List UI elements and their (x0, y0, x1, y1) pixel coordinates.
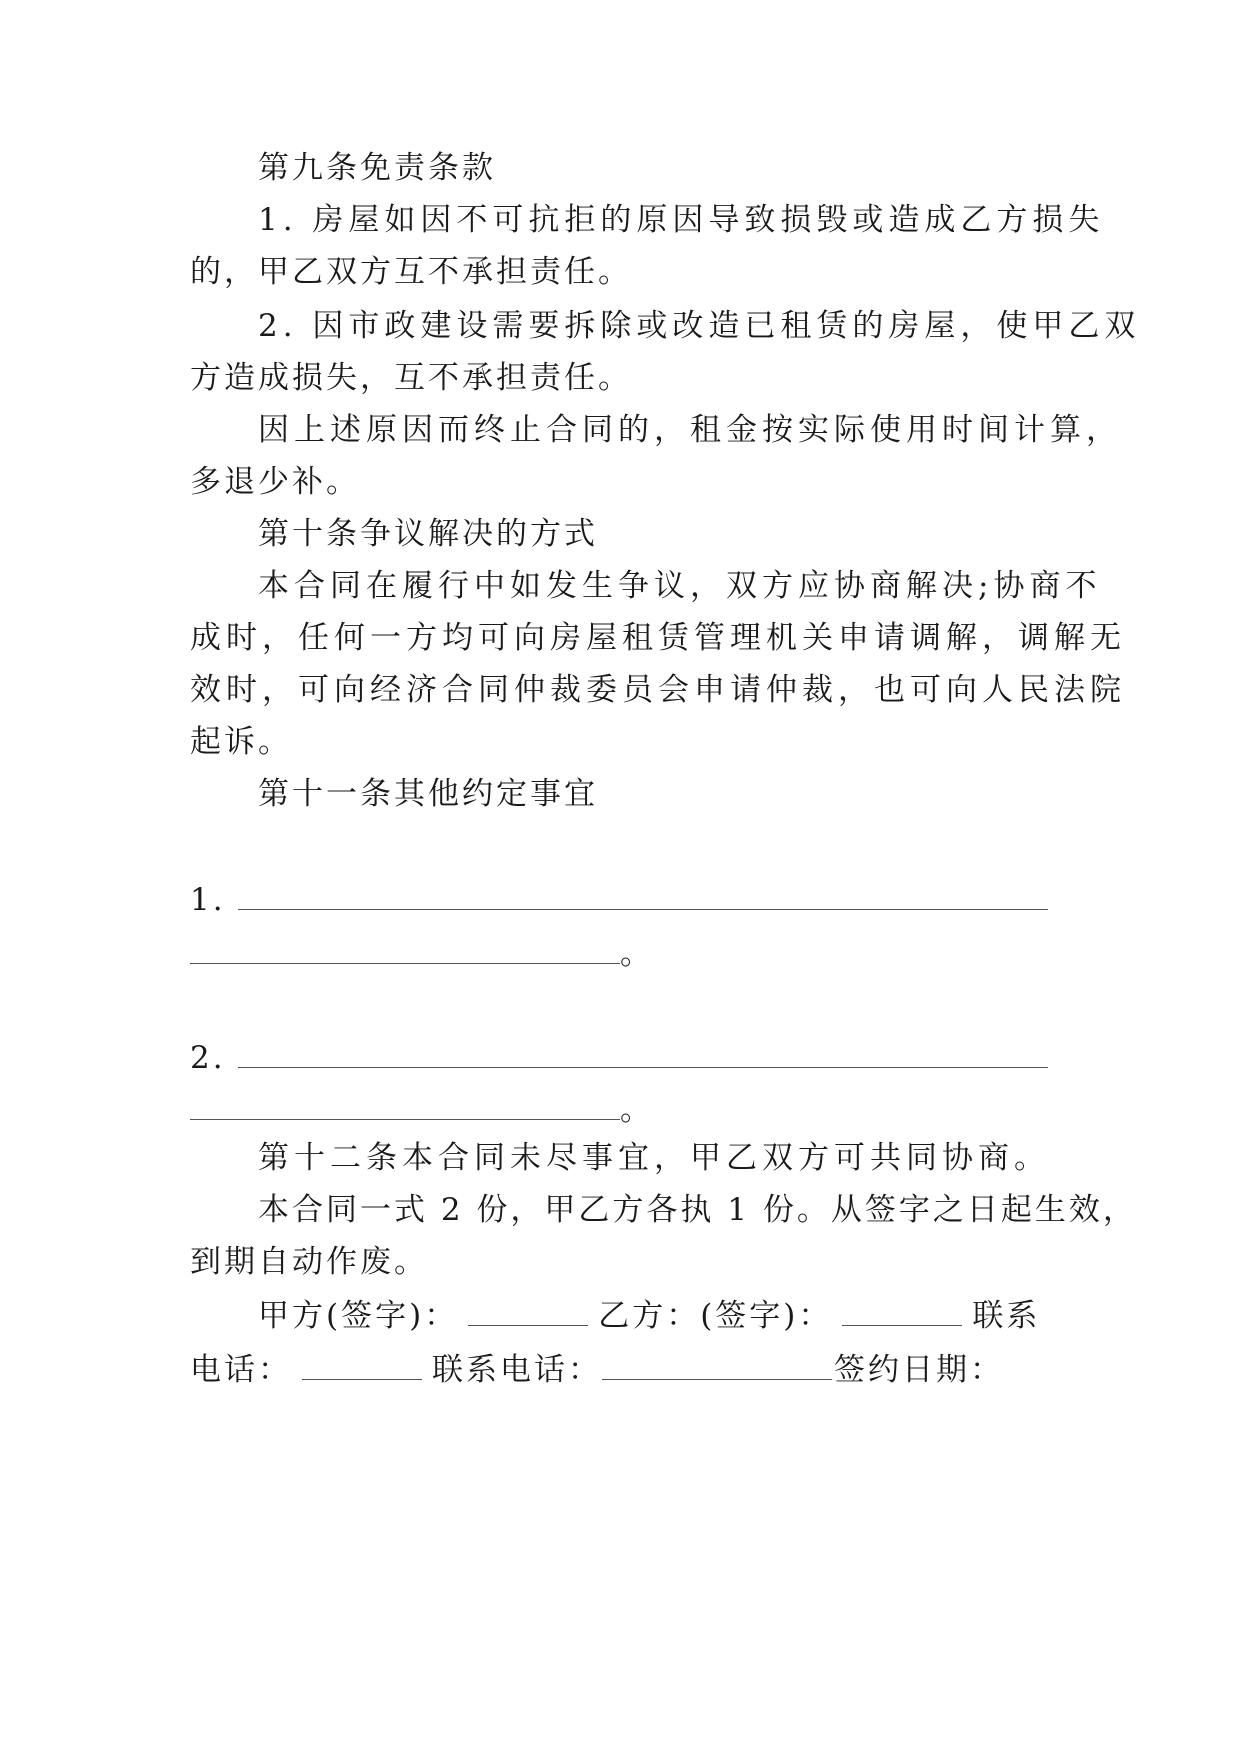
article10-title: 第十条争议解决的方式 (258, 516, 598, 552)
article11-item2-blank-line-2[interactable] (190, 1091, 620, 1120)
party-a-phone-field[interactable] (302, 1351, 422, 1380)
signature-line-2 (190, 1350, 1070, 1390)
article9-item2-line2: 方造成损失，互不承担责任。 (190, 360, 632, 396)
article11-item1-blank-line-2[interactable] (190, 935, 620, 964)
party-a-label: 甲方(签字)： (258, 1298, 459, 1334)
signature-line-1 (190, 1296, 1138, 1336)
sign-date-label: 签约日期： (834, 1352, 1004, 1388)
article10-body-line4: 起诉。 (190, 724, 292, 760)
phone-label: 电话： (190, 1352, 292, 1388)
article11-item1-blank-line[interactable] (238, 881, 1048, 910)
party-b-phone-field[interactable] (602, 1351, 832, 1380)
article9-note-line1: 因上述原因而终止合同的，租金按实际使用时间计算， (258, 412, 1122, 448)
article11-item2 (190, 1038, 1070, 1078)
party-b-signature-field[interactable] (842, 1297, 962, 1326)
article10-body-line2: 成时，任何一方均可向房屋租赁管理机关申请调解，调解无 (190, 620, 1126, 656)
article11-item2-cont (190, 1090, 1070, 1130)
article11-item2-blank-line[interactable] (238, 1039, 1048, 1068)
article11-item1-cont (190, 934, 1070, 974)
article12-copies-line1: 本合同一式 2 份，甲乙方各执 1 份。从签字之日起生效， (258, 1192, 1137, 1228)
article9-note-line2: 多退少补。 (190, 464, 360, 500)
article12-title: 第十二条本合同未尽事宜，甲乙双方可共同协商。 (258, 1140, 1050, 1176)
article9-item2-line1: 2. 因市政建设需要拆除或改造已租赁的房屋，使甲乙双 (258, 308, 1141, 344)
article9-item1-line2: 的，甲乙双方互不承担责任。 (190, 254, 632, 290)
contact-tail-label: 联系 (972, 1298, 1041, 1334)
article10-body-line3: 效时，可向经济合同仲裁委员会申请仲裁，也可向人民法院 (190, 672, 1126, 708)
article9-item1-line1: 1. 房屋如因不可抗拒的原因导致损毁或造成乙方损失 (258, 202, 1105, 238)
article12-copies-line2: 到期自动作废。 (190, 1244, 428, 1280)
article11-item1 (190, 880, 1070, 920)
article11-item1-end-mark: 。 (620, 936, 654, 972)
party-b-label: 乙方：(签字)： (598, 1298, 833, 1334)
article11-item2-end-mark: 。 (620, 1092, 654, 1128)
contact-phone-label: 联系电话： (432, 1352, 602, 1388)
article11-item1-label: 1. (190, 882, 226, 918)
article10-body-line1: 本合同在履行中如发生争议，双方应协商解决;协商不 (258, 568, 1102, 604)
article11-title: 第十一条其他约定事宜 (258, 776, 598, 812)
party-a-signature-field[interactable] (468, 1297, 588, 1326)
article11-item2-label: 2. (190, 1040, 226, 1076)
article9-title: 第九条免责条款 (258, 150, 496, 186)
